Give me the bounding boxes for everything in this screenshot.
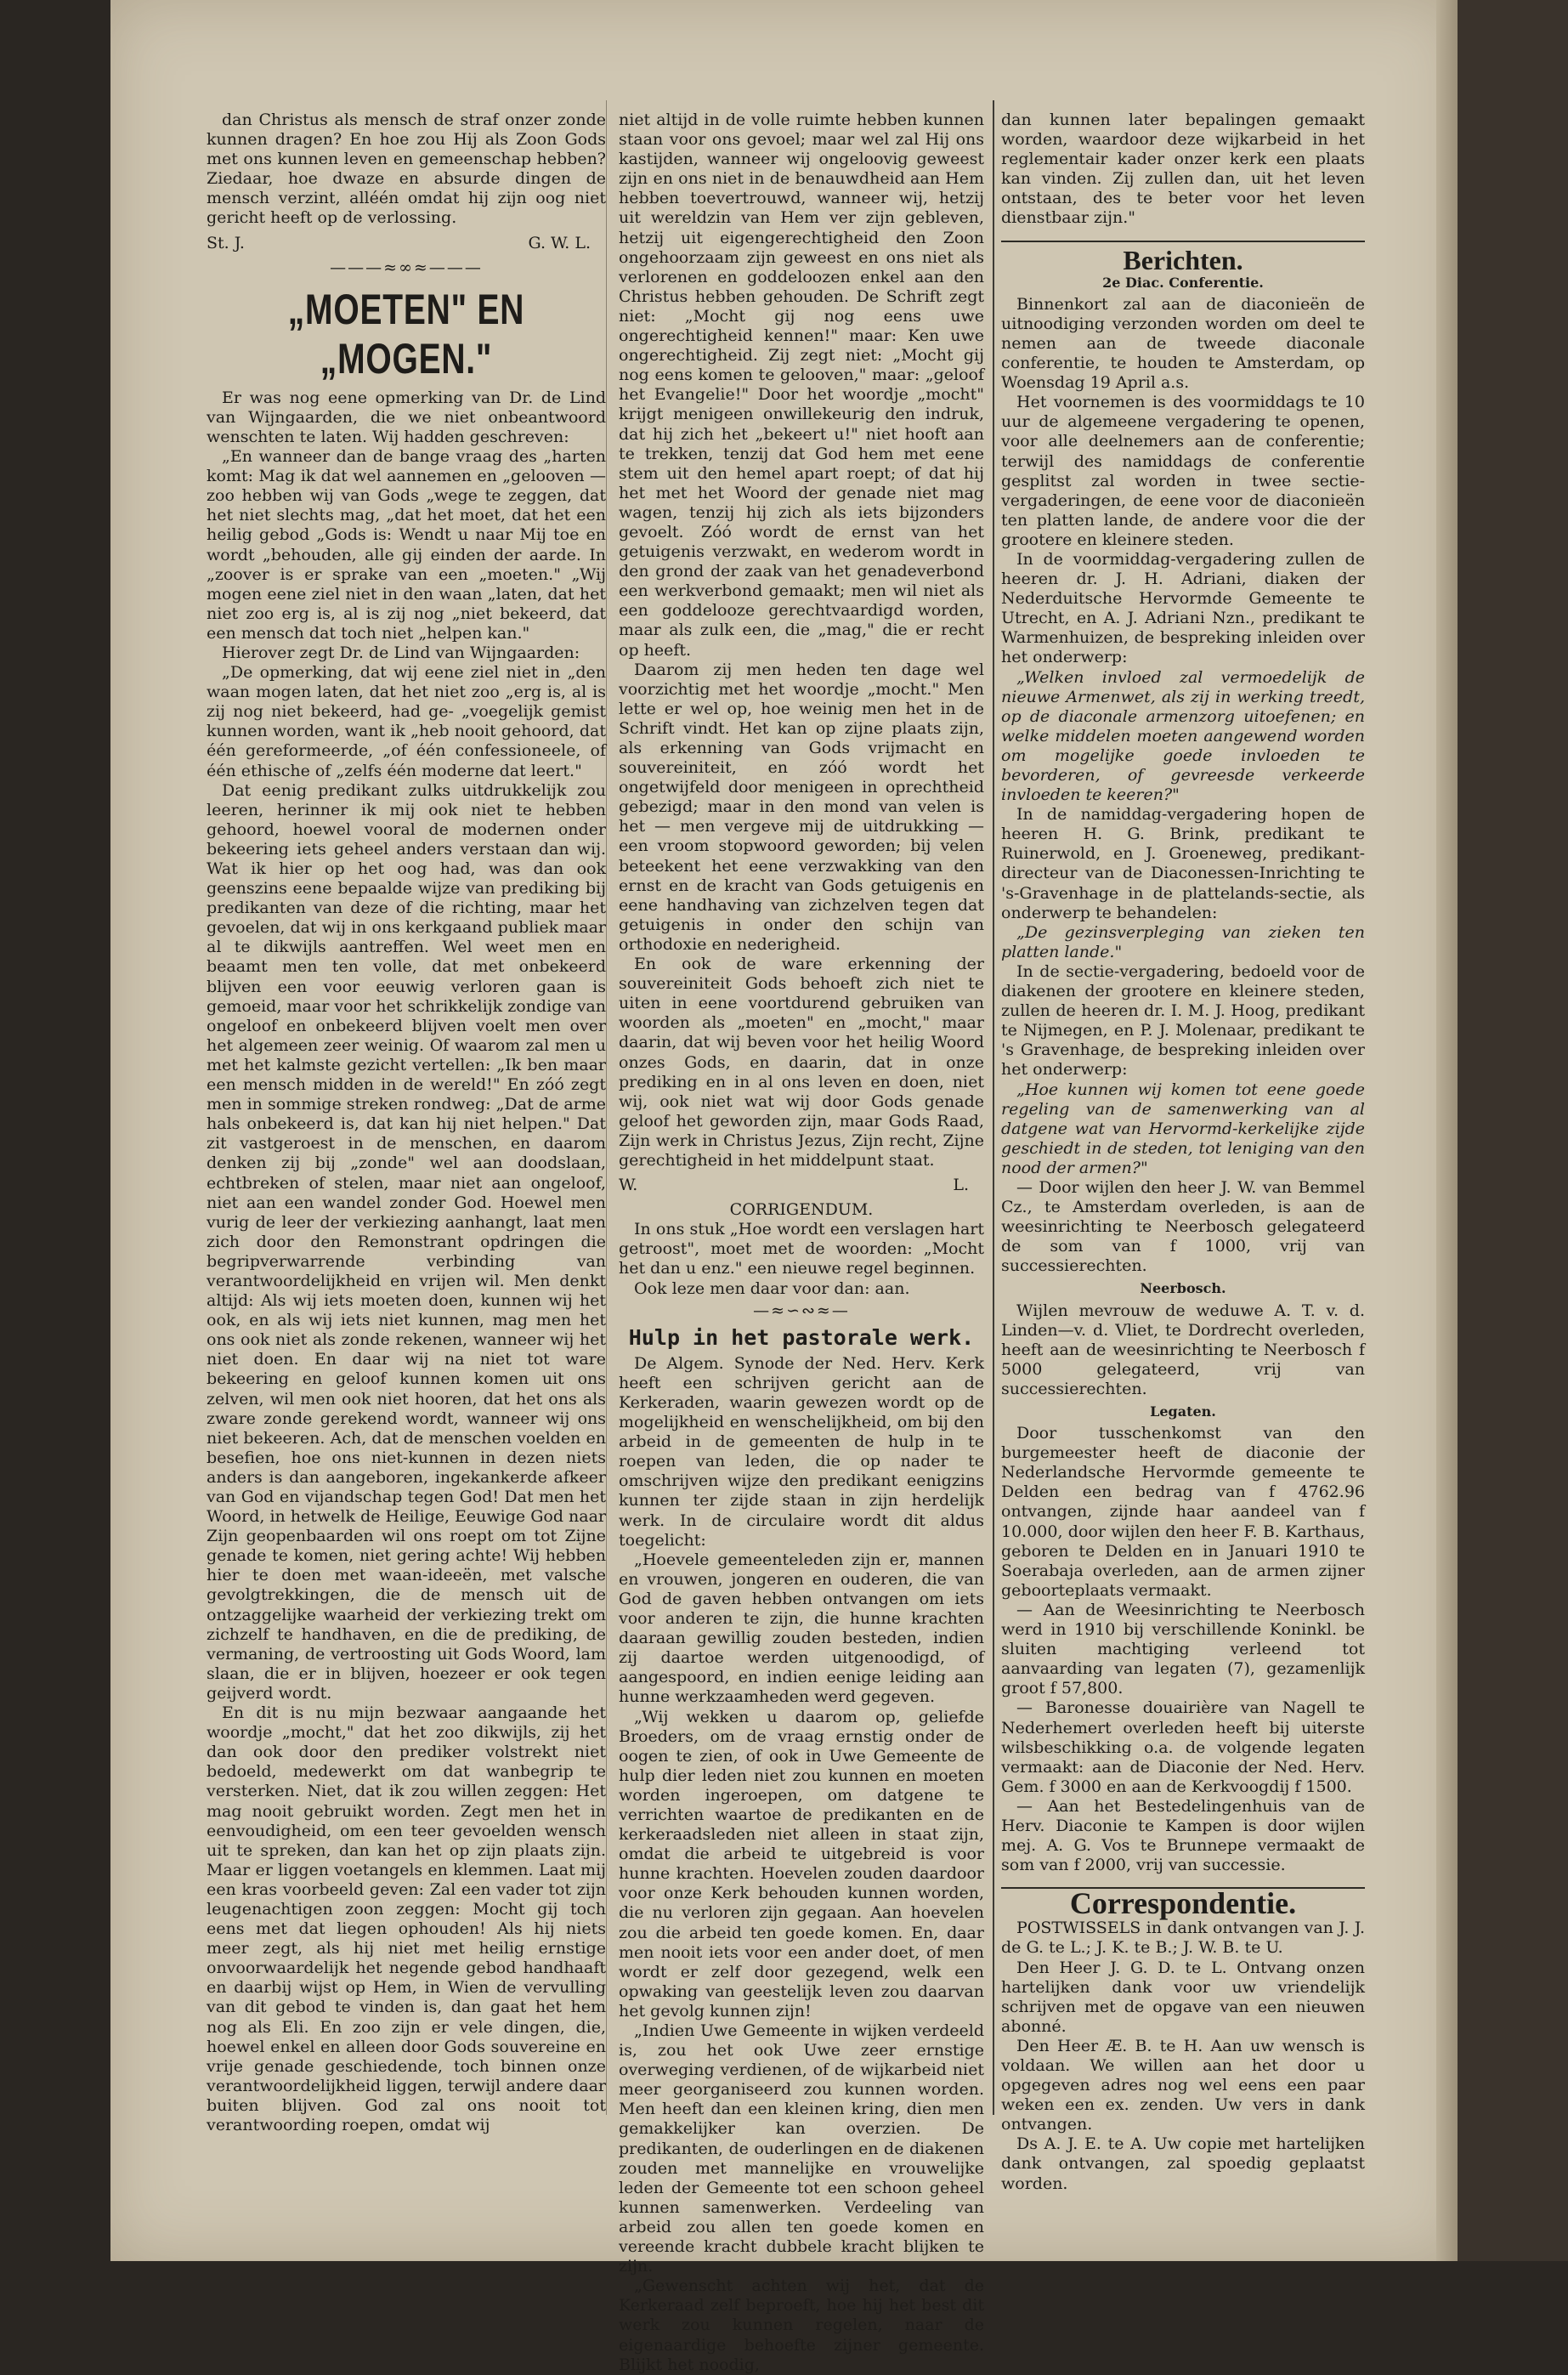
paragraph: „Hoevele gemeenteleden zijn er, mannen en vrouwen, jongeren en ouderen, die van God de gaven hebben ontvangen om iets voor anderen te zijn, die hunne krachten daaraan gewillig zouden besteden, indien zij daartoe werden uitgenoodigd, of aangespoord, en indien eenige leiding aan hunne werkzaamheden werd gegeven. <box>619 1550 984 1707</box>
subheading: Neerbosch. <box>1140 1280 1226 1297</box>
paragraph: Ds A. J. E. te A. Uw copie met hartelijken dank ontvangen, zal spoedig geplaatst worden. <box>1001 2134 1365 2193</box>
signature: St. J. G. W. L. <box>207 233 591 252</box>
paragraph: Ook leze men daar voor dan: aan. <box>634 1278 910 1298</box>
quote-paragraph: „Hoe kunnen wij komen tot eene goede regeling van de samenwerking van al datgene wat van Hervormd-kerkelijke zijde geschiedt in de steden, tot leniging van den nood der armen?" <box>1001 1080 1365 1177</box>
paragraph: In de voormiddag-vergadering zullen de heeren dr. J. H. Adriani, diaken der Nederduitsche Hervormde Gemeente te Utrecht, en A. J. Adriani Nzn., predikant te Warmenhuizen, de bespreking inleiden over het onderwerp: <box>1001 549 1365 667</box>
column-3 <box>1001 111 1365 2194</box>
signature: W. L. <box>619 1176 969 1195</box>
paragraph: — Aan de Weesinrichting te Neerbosch werd in 1910 bij verschillende Koninkl. be sluiten machtiging verleend tot aanvaarding van legaten (7), gezamenlijk groot f 57,800. <box>1001 1600 1365 1698</box>
paragraph: En ook de ware erkenning der souvereiniteit Gods behoeft zich niet te uiten in eene voortdurend gebruiken van woorden als „moeten" en „mocht," maar daarin, dat wij beven voor het heilig Woord onzes Gods, en daarin, dat in onze prediking en in al ons leven en doen, niet wij, ook niet wat wij door Gods genade geloof het geworden zijn, maar Gods Raad, Zijn werk in Christus Jezus, Zijn recht, Zijne gerechtigheid in het middelpunt staat. <box>619 955 984 1170</box>
subheading: 2e Diac. Conferentie. <box>1102 274 1264 291</box>
dark-border <box>1458 0 1568 2261</box>
paragraph: „Indien Uwe Gemeente in wijken verdeeld is, zou het ook Uwe zeer ernstige overweging verdienen, of de wijkarbeid niet meer georganiseerd zou kunnen worden. Men heeft dan een kleinen kring, dien men gemakkelijker kan overzien. De predikanten, de ouderlingen en de diakenen zouden met mannelijke en vrouwelijke leden der Gemeente tot een schoon geheel kunnen samenwerken. Verdeeling van arbeid zou allen ten goede komen en vereende kracht dubbele kracht blijken te zijn. <box>619 2021 984 2276</box>
corrigendum-title: CORRIGENDUM. <box>729 1200 874 1220</box>
paragraph: — Aan het Bestedelingenhuis van de Herv. Diaconie te Kampen is door wijlen mej. A. G. Vos te Brunnepe vermaakt de som van f 2000, vrij van successie. <box>1001 1796 1365 1875</box>
paragraph: Daarom zij men heden ten dage wel voorzichtig met het woordje „mocht." Men lette er wel op, hoe weinig men het in de Schrift vindt. Het kan op zijne plaats zijn, als erkenning van Gods vrijmacht en souvereiniteit, en zóó wordt het ongetwijfeld door menigeen in oprechtheid gebezigd; maar in den mond van velen is het — men vergeve mij de uitdrukking — een vroom stopwoord geworden; bij velen beteekent het eene verzwakking van den ernst en de kracht van Gods getuigenis en eene handhaving van zichzelven tegen dat getuigenis in onder den schijn van orthodoxie en nederigheid. <box>619 660 984 954</box>
paragraph: In de namiddag-vergadering hopen de heeren H. G. Brink, predikant te Ruinerwold, en J. Groeneweg, predikant-directeur van de Diaconessen-Inrichting te 's-Gravenhage in de plattelands-sectie, als onderwerp te behandelen: <box>1001 805 1365 922</box>
paragraph: Wijlen mevrouw de weduwe A. T. v. d. Linden—v. d. Vliet, te Dordrecht overleden, heeft aan de weesinrichting te Neerbosch f 5000 gelegateerd, vrij van successierechten. <box>1001 1301 1365 1398</box>
paragraph: In de sectie-vergadering, bedoeld voor de diakenen der grootere en kleinere steden, zullen de heeren dr. I. M. J. Hoog, predikant te Nijmegen, en P. J. Molenaar, predikant te 's Gravenhage, de bespreking inleiden over het onderwerp: <box>1001 961 1365 1080</box>
paragraph: POSTWISSELS in dank ontvangen van J. J. de G. te L.; J. K. te B.; J. W. B. te U. <box>1001 1919 1365 1958</box>
paragraph: „Gewenscht achten wij het, dat de Kerkeraad zelf beproeft, hoe hij het best dit werk zou kunnen regelen, naar de eigenaardige behoefte zijner gemeente. Blijkt het noodig, <box>619 2276 984 2374</box>
quote-paragraph: „De opmerking, dat wij eene ziel niet in „den waan mogen laten, dat het niet zoo „erg is, al is zij nog niet bekeerd, had ge- „voegelijk gemist kunnen worden, want ik „heb nooit gehoord, dat één gereformeerde, „of één confessioneele, of één ethische of „zelfs één moderne dat leert." <box>207 663 606 780</box>
article-headline: Hulp in het pastorale werk. <box>628 1324 975 1350</box>
article-headline: „MOETEN" EN „MOGEN." <box>287 285 525 383</box>
paragraph: — Door wijlen den heer J. W. van Bemmel Cz., te Amsterdam overleden, is aan de weesinrichting te Neerbosch gelegateerd de som van f 1000, vrij van successierechten. <box>1001 1177 1365 1276</box>
column-1 <box>207 111 606 2135</box>
paragraph: Dat eenig predikant zulks uitdrukkelijk zou leeren, herinner ik mij ook niet te hebben gehoord, hoewel vooral de modernen onder bekeering iets geheel anders verstaan dan wij. Wat ik hier op het oog had, was dan ook geenszins eene bepaalde wijze van prediking bij predikanten van deze of die richting, maar het gevoelen, dat wij in ons kerkgaand publiek maar al te dikwijls aantreffen. Wel weet men en beaamt men ten volle, dat met onbekeerd blijven een voor eeuwig verloren gaan is gemoeid, maar voor het schrikkelijk zondige van ongeloof en onbekeerd blijven voelt men over het algemeen zeer weinig. Of waarom zal men u met het kalmste gezicht vertellen: „Ik ben maar een mensch midden in de wereld!" En zóó zegt men in sommige streken rondweg: „Dat de arme hals onbekeerd is, dat kan hij niet helpen." Dat zit vastgeroest in de menschen, en daarom denken zij bij „zonde" wel aan doodslaan, echtbreken of stelen, maar niet aan ongeloof, niet aan een wandel zonder God. Hoewel men vurig de leer der verkiezing aanhangt, laat men zich door den Remonstrant opdringen die begripverwarrende verbinding van verantwoordelijkheid en vrijen wil. Men denkt altijd: Als wij iets moeten doen, kunnen wij het ook, en als wij iets niet kunnen, mag men het ons ook niet als zonde rekenen, wanneer wij het niet doen. En daar wij na niet tot ware bekeering en geloof kunnen komen uit ons zelven, wil men ook niet hooren, dat het ons als zware zonde gerekend wordt, wanneer wij ons niet bekeeren. Ach, dat de menschen voelden en besefien, hoe ons niet-kunnen in dezen niets anders is dan aangeboren, ingekankerde afkeer van God en vijandschap tegen God! Dat men het Woord, in hetwelk de Heilige, Eeuwige God naar Zijn geopenbaarden wil ons roept om tot Zijne genade te komen, niet gering achte! Wij hebben hier te doen met waan-ideeën, met valsche gevolgtrekkingen, die de mensch uit de ontzaggelijke waarheid der verkiezing trekt om zichzelf te handhaven, en die de prediking, de vermaning, de vertroosting uit Gods Woord, lam slaan, die er in blijven, hoezeer er ook tegen geijverd wordt. <box>207 780 606 1703</box>
paragraph: Het voornemen is des voormiddags te 10 uur de algemeene vergadering te openen, voor alle deelnemers aan de conferentie; terwijl des namiddags de conferentie gesplitst zal worden in twee sectie-vergaderingen, de eene voor de diaconieën ten platten lande, de andere voor die der grootere en kleinere steden. <box>1001 393 1365 549</box>
subheading: Legaten. <box>1150 1403 1216 1420</box>
paragraph: „Wij wekken u daarom op, geliefde Broeders, om de vraag ernstig onder de oogen te zien, of ook in Uwe Gemeente de hulp dier leden niet zou kunnen en moeten worden ingeroepen, om datgene te verrichten waartoe de predikanten en de kerkeraadsleden niet alleen in staat zijn, omdat die arbeid te uitgebreid is voor hunne krachten. Hoevelen zouden daardoor voor onze Kerk behouden kunnen worden, die nu verloren zijn gegaan. Aan hoevelen zou die arbeid ten goede komen. En, daar men nooit iets voor een ander doet, of men wordt er zelf door gezegend, welk een opwaking van geestelijk leven zou daarvan het gevolg kunnen zijn! <box>619 1707 984 2021</box>
paragraph: Den Heer Æ. B. te H. Aan uw wensch is voldaan. We willen aan het door u opgegeven adres nog wel eens een paar weken een ex. zenden. Uw vers in dank ontvangen. <box>1001 2036 1365 2134</box>
column-rule-2 <box>993 100 994 2115</box>
paragraph: Den Heer J. G. D. te L. Ontvang onzen hartelijken dank voor uw vriendelijk schrijven met de opgave van een nieuwen abonné. <box>1001 1958 1365 2036</box>
ornament-divider: ———≈∞≈——— <box>330 258 483 277</box>
column-rule-1 <box>606 100 607 2115</box>
section-rule <box>1001 241 1365 242</box>
paragraph: dan kunnen later bepalingen gemaakt worden, waardoor deze wijkarbeid in het reglementair kader onzer kerk een plaats kan vinden. Zij zullen dan, uit het leven ontstaan, des te beter voor het leven dienstbaar zijn." <box>1001 111 1365 228</box>
paragraph: In ons stuk „Hoe wordt een verslagen hart getroost", moet met de woorden: „Mocht het dan u enz." een nieuwe regel beginnen. <box>619 1220 984 1278</box>
paragraph: dan Christus als mensch de straf onzer zonde kunnen dragen? En hoe zou Hij als Zoon Gods met ons kunnen leven en gemeenschap hebben? Ziedaar, hoe dwaze en absurde dingen de mensch verzint, alléén omdat hij zijn oog niet gericht heeft op de verlossing. <box>207 111 606 228</box>
paragraph: Binnenkort zal aan de diaconieën de uitnoodiging verzonden worden om deel te nemen aan de tweede diaconale conferentie, te houden te Amsterdam, op Woensdag 19 April a.s. <box>1001 294 1365 393</box>
section-headline: Berichten. <box>1123 244 1243 275</box>
quote-paragraph: „Welken invloed zal vermoedelijk de nieuwe Armenwet, als zij in werking treedt, op de diaconale armenzorg uitoefenen; en welke middelen moeten aangewend worden om mogelijke goede invloeden te bevorderen, of gevreesde verkeerde invloeden te keeren?" <box>1001 667 1365 805</box>
quote-paragraph: „De gezinsverpleging van zieken ten platten lande." <box>1001 922 1365 961</box>
ornament-divider: —≈∽∾≈— <box>753 1301 850 1320</box>
quote-paragraph: „En wanneer dan de bange vraag des „harten komt: Mag ik dat wel aannemen en „gelooven — zoo hebben wij van Gods „wege te zeggen, dat het niet slechts mag, „dat het moet, dat het een heilig gebod „Gods is: Wendt u naar Mij toe en wordt „behouden, alle gij einden der aarde. In „zoover is er sprake van een „moeten." „Wij mogen eene ziel niet in den waan „laten, dat het niet zoo erg is, al is zij nog „niet bekeerd, dat een mensch dat toch niet „helpen kan." <box>207 447 606 643</box>
paragraph: En dit is nu mijn bezwaar aangaande het woordje „mocht," dat het zoo dikwijls, zij het dan ook door den prediker volstrekt niet bedoeld, medewerkt om dat wanbegrip te versterken. Niet, dat ik zou willen zeggen: Het mag nooit gebruikt worden. Zegt men het in eenvoudigheid, om een teer gevoelden wensch uit te spreken, dan kan het op zijn plaats zijn. Maar er liggen voetangels en klemmen. Laat mij een kras voorbeeld geven: Zal een vader tot zijn leugenachtigen zoon zeggen: Mocht gij toch eens met dat liegen ophouden! Als hij niets meer zegt, als hij niet met heilig ernstige onvoorwaardelijk het negende gebod handhaaft en daarbij wijst op Hem, in Wien de vervulling van dit gebod te vinden is, dan gaat het hem nog als Eli. En zoo zijn er vele dingen, die, hoewel enkel en alleen door Gods souvereine en vrije genade geschiedende, toch binnen onze verantwoordelijkheid liggen, terwijl andere daar buiten blijven. God zal ons nooit tot verantwoording roepen, omdat wij <box>207 1703 606 2134</box>
column-2 <box>619 111 984 2375</box>
paragraph: Hierover zegt Dr. de Lind van Wijngaarden: <box>222 643 580 662</box>
paragraph: De Algem. Synode der Ned. Herv. Kerk heeft een schrijven gericht aan de Kerkeraden, waarin gewezen wordt op de mogelijkheid en wenschelijkheid, om bij den arbeid in de gemeenten de hulp in te roepen van leden, die op nader te omschrijven wijze den predikant eenigzins kunnen ter zijde staan in zijn herdelijk werk. In de circulaire wordt dit aldus toegelicht: <box>619 1353 984 1550</box>
paragraph: niet altijd in de volle ruimte hebben kunnen staan voor ons gevoel; maar wel zal Hij ons kastijden, wanneer wij ongeloovig geweest zijn en ons niet in de benauwdheid aan Hem hebben toevertrouwd, wanneer wij, hetzij uit wereldzin van Hem ver zijn gebleven, hetzij uit eigengerechtigheid den Zoon ongehoorzaam zijn geweest en ons niet als verlorenen en goddeloozen enkel aan den Christus hebben gehouden. De Schrift zegt niet: „Mocht gij nog eens uwe ongerechtigheid kennen!" maar: Ken uwe ongerechtigheid. Zij zegt niet: „Mocht gij nog eens komen te gelooven," maar: „geloof het Evangelie!" Door het woordje „mocht" krijgt menigeen onwillekeurig den indruk, dat hij zich het „bekeert u!" niet hooft aan te trekken, tenzij dat God hem met eene stem uit den hemel apart roept; of dat hij het met het Woord der genade niet mag wagen, tenzij hij zich als iets bijzonders gevoelt. Zóó wordt de ernst van het getuigenis verzwakt, en wederom wordt in den grond der zaak van het genadeverbond een werkverbond gemaakt; men wil niet als een goddelooze gerechtvaardigd worden, maar als zulk een, die „mag," die er recht op heeft. <box>619 111 984 660</box>
section-headline: Correspondentie. <box>1069 1886 1297 1921</box>
paragraph: Door tusschenkomst van den burgemeester heeft de diaconie der Nederlandsche Hervormde gemeente te Delden een bedrag van f 4762.96 ontvangen, zijnde haar aandeel van f 10.000, door wijlen den heer F. B. Karthaus, geboren te Delden en in Januari 1910 te Soerabaja overleden, aan de armen zijner geboorteplaats vermaakt. <box>1001 1424 1365 1600</box>
paragraph: Er was nog eene opmerking van Dr. de Lind van Wijngaarden, die we niet onbeantwoord wenschten te laten. Wij hadden geschreven: <box>207 388 606 446</box>
paragraph: — Baronesse douairière van Nagell te Nederhemert overleden heeft bij uiterste wilsbeschikking o.a. de volgende legaten vermaakt: aan de Diaconie der Ned. Herv. Gem. f 3000 en aan de Kerkvoogdij f 1500. <box>1001 1698 1365 1796</box>
